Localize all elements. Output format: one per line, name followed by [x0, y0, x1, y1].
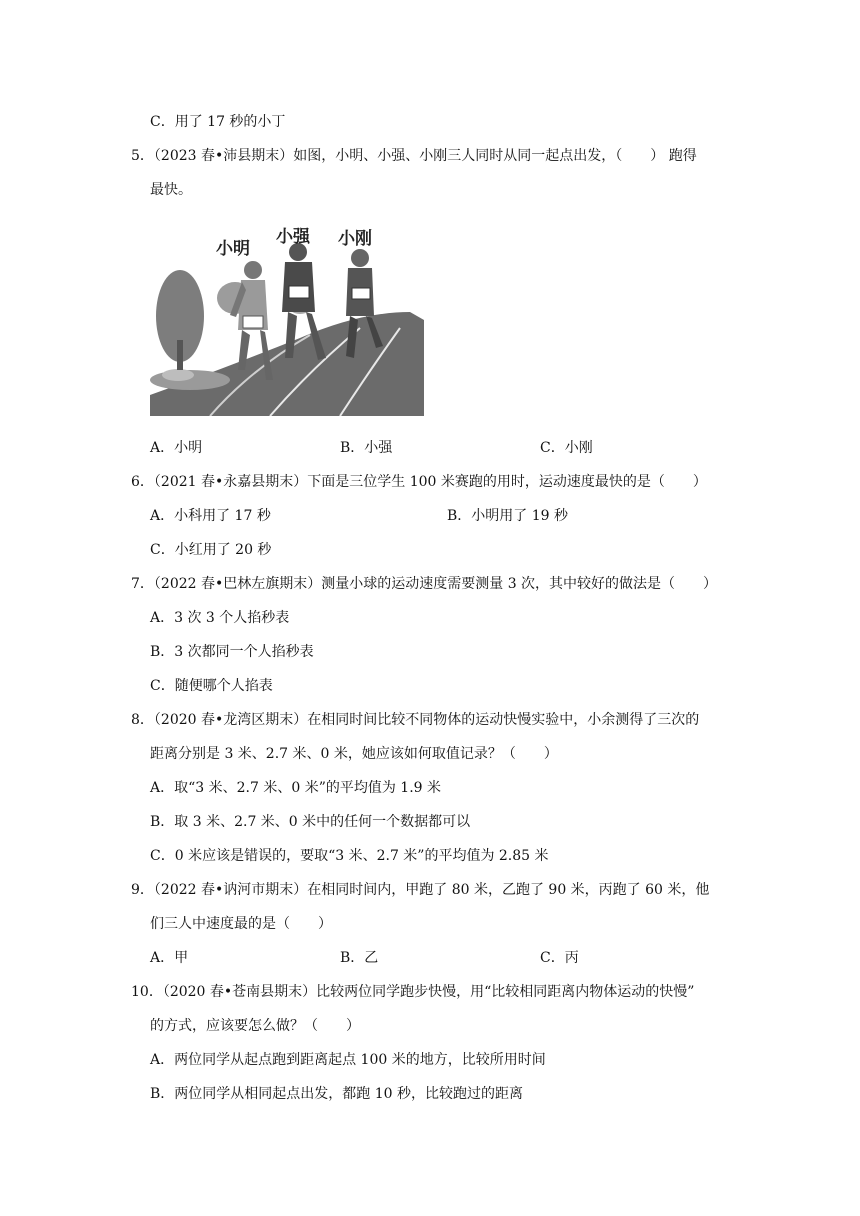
q6-option-a: A．小科用了 17 秒 [150, 508, 271, 524]
q10-stem-line2: 的方式，应该要怎么做？（ ） [150, 1018, 360, 1034]
q10-stem-line1: 10．（2020 春•苍南县期末）比较两位同学跑步快慢，用“比较相同距离内物体运动的快慢” [131, 984, 695, 1000]
q5-stem-line2: 最快。 [150, 182, 192, 198]
q5-stem-line1: 5．（2023 春•沛县期末）如图，小明、小强、小刚三人同时从同一起点出发，（ ） 跑得 [131, 148, 697, 164]
runners-figure [150, 220, 424, 416]
figure-label-1: 小明 [216, 239, 250, 259]
figure-label-2: 小强 [276, 227, 310, 247]
q8-option-b: B．取 3 米、2.7 米、0 米中的任何一个数据都可以 [150, 814, 471, 830]
figure-label-3: 小刚 [338, 229, 372, 249]
q5-option-a: A．小明 [150, 440, 203, 456]
q10-option-b: B．两位同学从相同起点出发，都跑 10 秒，比较跑过的距离 [150, 1086, 524, 1102]
q10-option-a: A．两位同学从起点跑到距离起点 100 米的地方，比较所用时间 [150, 1052, 546, 1068]
q8-option-c: C．0 米应该是错误的，要取“3 米、2.7 米”的平均值为 2.85 米 [150, 848, 549, 864]
q6-stem-line1: 6．（2021 春•永嘉县期末）下面是三位学生 100 米赛跑的用时，运动速度最快的是（ ） [131, 474, 707, 490]
q9-option-a: A．甲 [150, 950, 189, 966]
q7-option-a: A．3 次 3 个人掐秒表 [150, 610, 290, 626]
q6-option-c: C．小红用了 20 秒 [150, 542, 272, 558]
q7-option-c: C．随便哪个人掐表 [150, 678, 273, 694]
q8-stem-line1: 8．（2020 春•龙湾区期末）在相同时间比较不同物体的运动快慢实验中，小余测得了三次的 [131, 712, 700, 728]
q9-stem-line2: 们三人中速度最的是（ ） [150, 916, 332, 932]
q8-option-a: A．取“3 米、2.7 米、0 米”的平均值为 1.9 米 [150, 780, 442, 796]
q5-option-b: B．小强 [340, 440, 393, 456]
q5-option-c: C．小刚 [540, 440, 593, 456]
q9-option-b: B．乙 [340, 950, 379, 966]
q9-stem-line1: 9．（2022 春•讷河市期末）在相同时间内，甲跑了 80 米，乙跑了 90 米，丙跑了 60 米，他 [131, 882, 710, 898]
q7-stem-line1: 7．（2022 春•巴林左旗期末）测量小球的运动速度需要测量 3 次，其中较好的做法是（ ） [131, 576, 718, 592]
q4-option-c: C．用了 17 秒的小丁 [150, 114, 286, 130]
q8-stem-line2: 距离分别是 3 米、2.7 米、0 米，她应该如何取值记录？（ ） [150, 746, 558, 762]
q7-option-b: B．3 次都同一个人掐秒表 [150, 644, 314, 660]
q9-option-c: C．丙 [540, 950, 579, 966]
q6-option-b: B．小明用了 19 秒 [447, 508, 569, 524]
